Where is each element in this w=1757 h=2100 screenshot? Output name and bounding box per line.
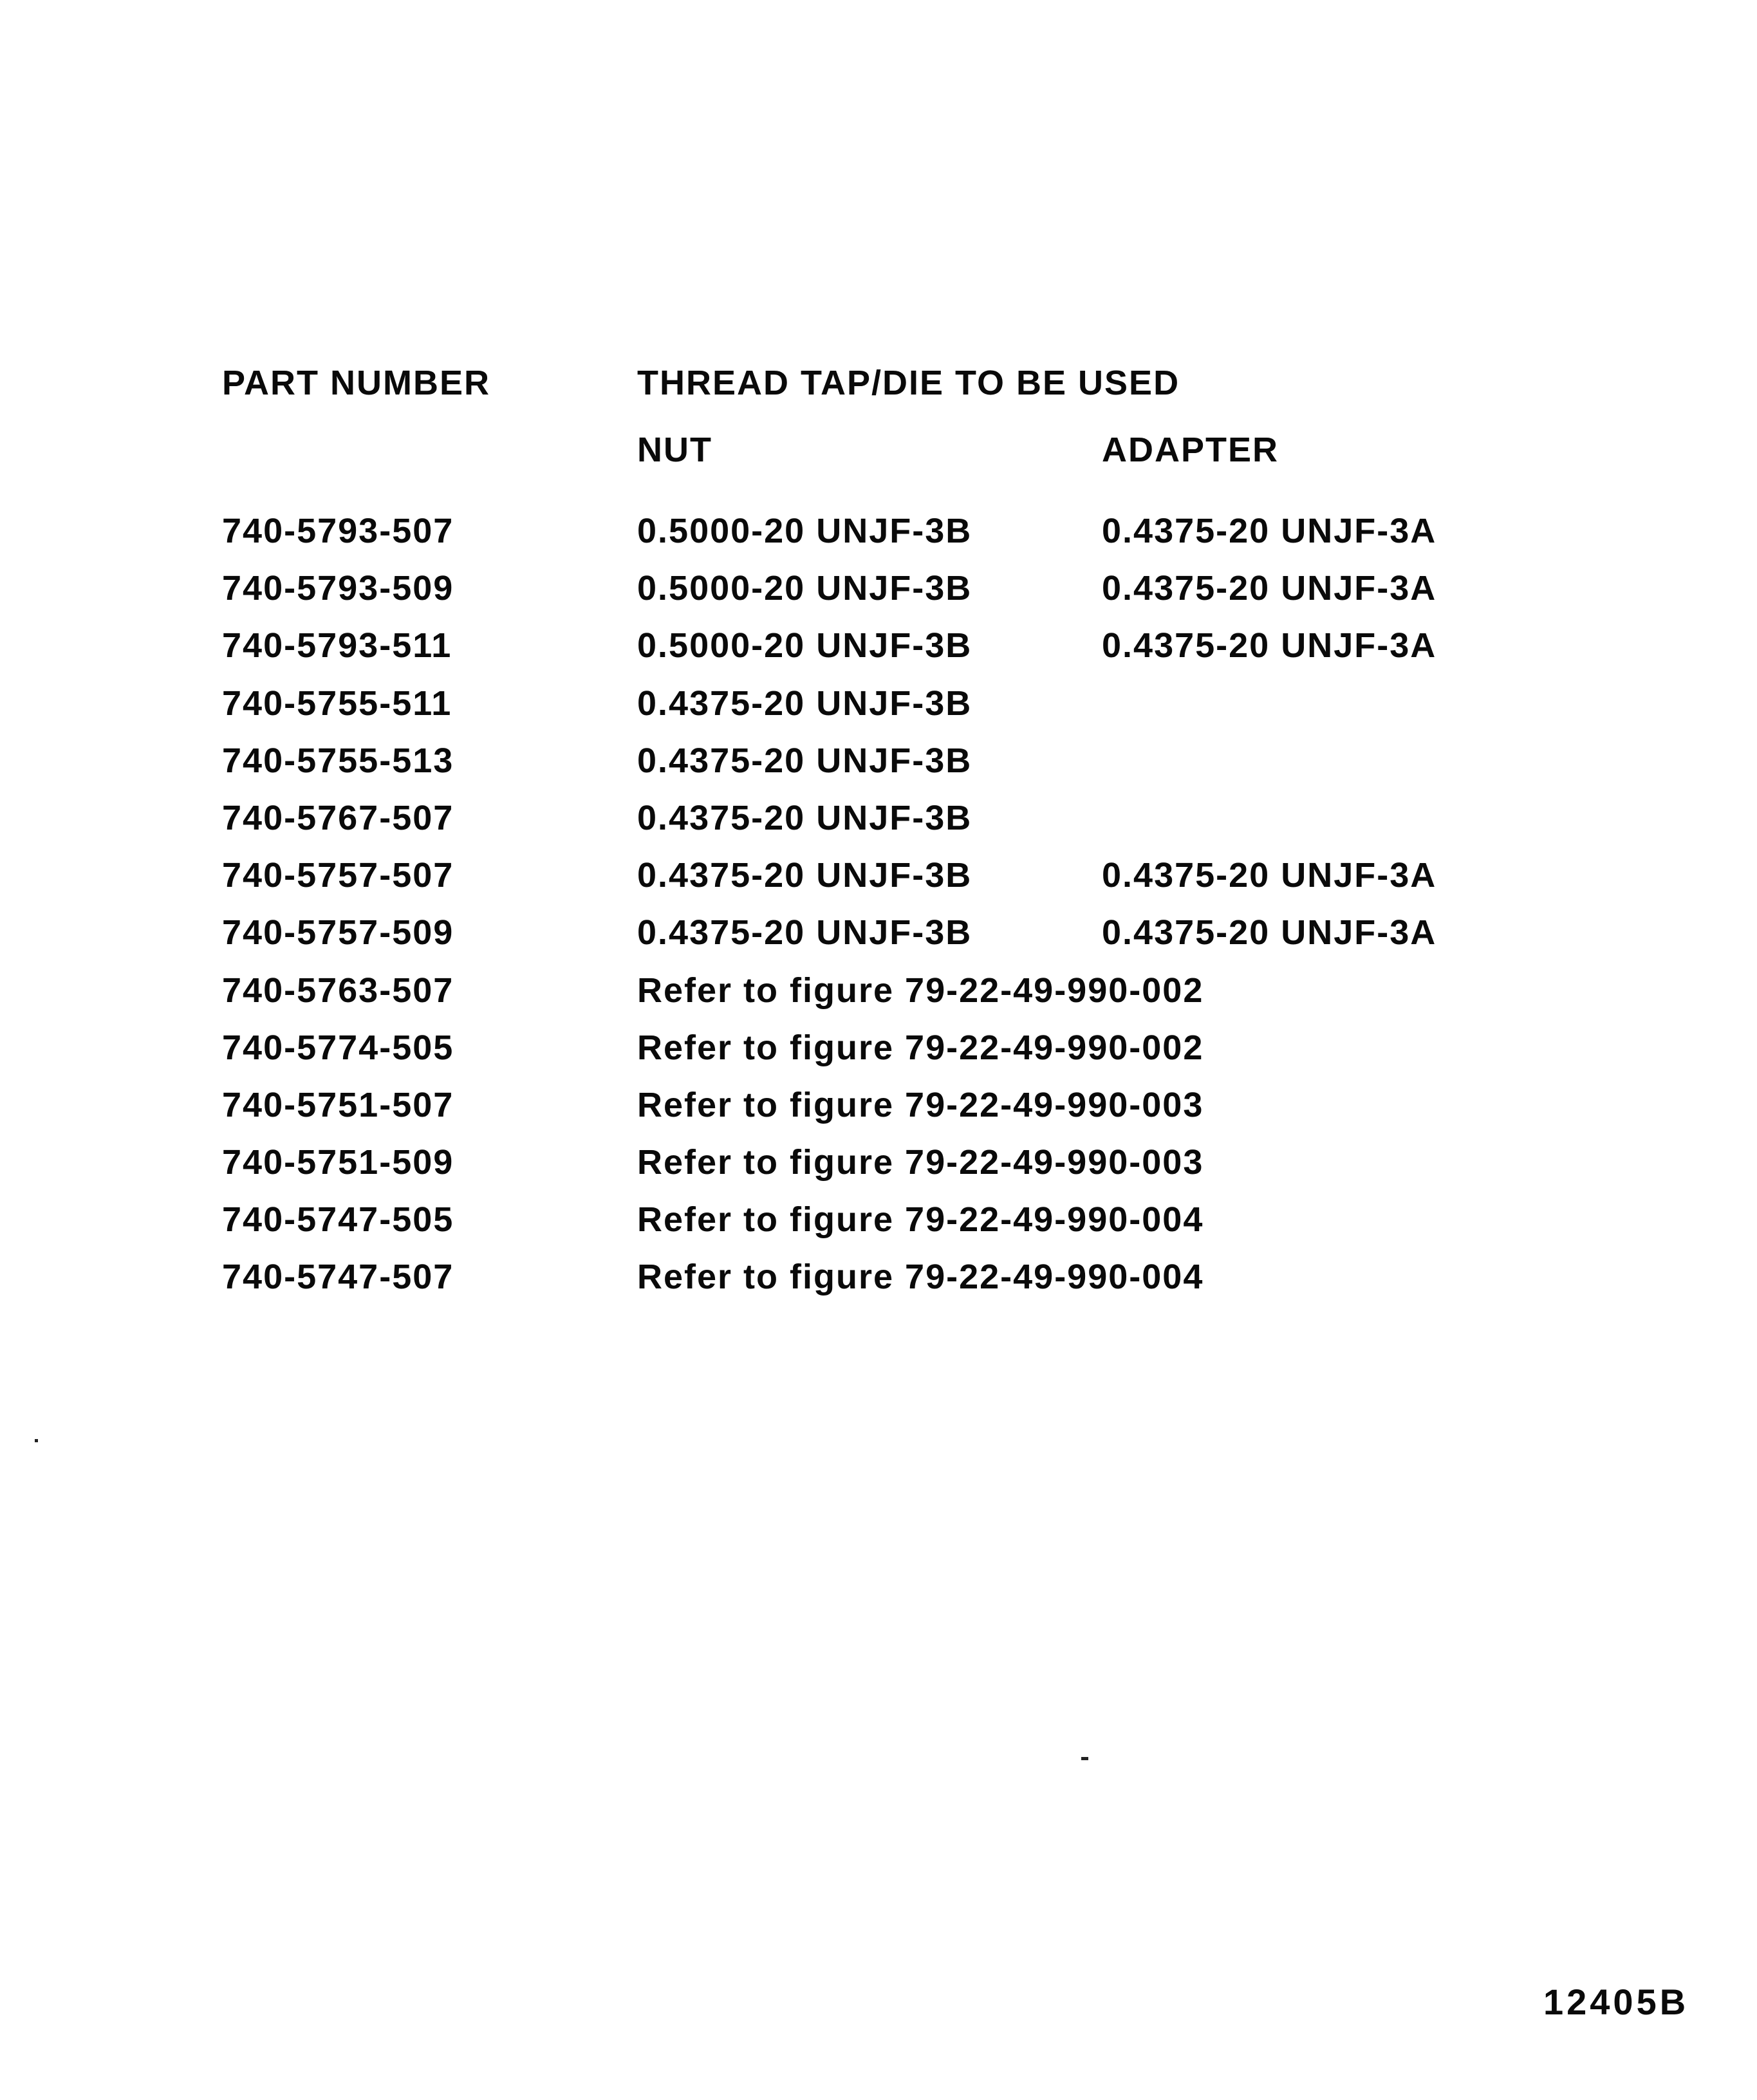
adapter-thread-cell: 0.4375-20 UNJF-3A xyxy=(1102,569,1437,608)
scan-speck xyxy=(1081,1757,1088,1760)
subheader-nut: NUT xyxy=(637,431,712,469)
table-row xyxy=(0,973,1757,1030)
nut-thread-cell: Refer to figure 79-22-49-990-004 xyxy=(637,1258,1204,1297)
adapter-thread-cell: 0.4375-20 UNJF-3A xyxy=(1102,626,1437,665)
part-number-cell: 740-5757-507 xyxy=(222,856,454,895)
nut-thread-cell: 0.4375-20 UNJF-3B xyxy=(637,798,972,837)
part-number-cell: 740-5763-507 xyxy=(222,971,454,1010)
table-row xyxy=(0,743,1757,801)
adapter-thread-cell: 0.4375-20 UNJF-3A xyxy=(1102,512,1437,550)
nut-thread-cell: 0.5000-20 UNJF-3B xyxy=(637,569,972,608)
part-number-cell: 740-5755-511 xyxy=(222,683,452,723)
part-number-cell: 740-5793-511 xyxy=(222,626,452,665)
nut-thread-cell: 0.4375-20 UNJF-3B xyxy=(637,741,972,780)
table-row xyxy=(0,1259,1757,1317)
table-row xyxy=(0,514,1757,571)
part-number-cell: 740-5793-507 xyxy=(222,512,454,550)
part-number-cell: 740-5757-509 xyxy=(222,913,454,952)
column-header-part-number: PART NUMBER xyxy=(222,364,490,402)
table-row xyxy=(0,858,1757,915)
part-number-cell: 740-5751-507 xyxy=(222,1085,454,1124)
nut-thread-cell: Refer to figure 79-22-49-990-003 xyxy=(637,1085,1204,1124)
nut-thread-cell: 0.4375-20 UNJF-3B xyxy=(637,856,972,895)
table-row xyxy=(0,915,1757,972)
part-number-cell: 740-5747-507 xyxy=(222,1258,454,1297)
part-number-cell: 740-5747-505 xyxy=(222,1200,454,1240)
table-row xyxy=(0,1145,1757,1202)
table-row xyxy=(0,628,1757,685)
table-row xyxy=(0,683,1757,743)
table-row xyxy=(0,1030,1757,1088)
table-row xyxy=(0,798,1757,858)
nut-thread-cell: Refer to figure 79-22-49-990-004 xyxy=(637,1200,1204,1240)
table-row xyxy=(0,1202,1757,1259)
table-row xyxy=(0,571,1757,628)
nut-thread-cell: 0.5000-20 UNJF-3B xyxy=(637,626,972,665)
nut-thread-cell: Refer to figure 79-22-49-990-002 xyxy=(637,971,1204,1010)
part-number-cell: 740-5793-509 xyxy=(222,569,454,608)
part-number-cell: 740-5751-509 xyxy=(222,1143,454,1182)
nut-thread-cell: 0.4375-20 UNJF-3B xyxy=(637,913,972,952)
page-code: 12405B xyxy=(1543,1982,1689,2022)
adapter-thread-cell: 0.4375-20 UNJF-3A xyxy=(1102,856,1437,895)
part-number-cell: 740-5755-513 xyxy=(222,741,454,780)
nut-thread-cell: 0.5000-20 UNJF-3B xyxy=(637,512,972,550)
column-header-thread-tap-die: THREAD TAP/DIE TO BE USED xyxy=(637,364,1180,402)
adapter-thread-cell: 0.4375-20 UNJF-3A xyxy=(1102,913,1437,952)
subheader-adapter: ADAPTER xyxy=(1102,431,1279,469)
nut-thread-cell: Refer to figure 79-22-49-990-002 xyxy=(637,1028,1204,1067)
scan-speck xyxy=(35,1439,38,1442)
table-row xyxy=(0,1085,1757,1145)
part-number-cell: 740-5774-505 xyxy=(222,1028,454,1067)
nut-thread-cell: Refer to figure 79-22-49-990-003 xyxy=(637,1143,1204,1182)
nut-thread-cell: 0.4375-20 UNJF-3B xyxy=(637,683,972,723)
table-body xyxy=(0,514,1757,1317)
part-number-cell: 740-5767-507 xyxy=(222,798,454,837)
